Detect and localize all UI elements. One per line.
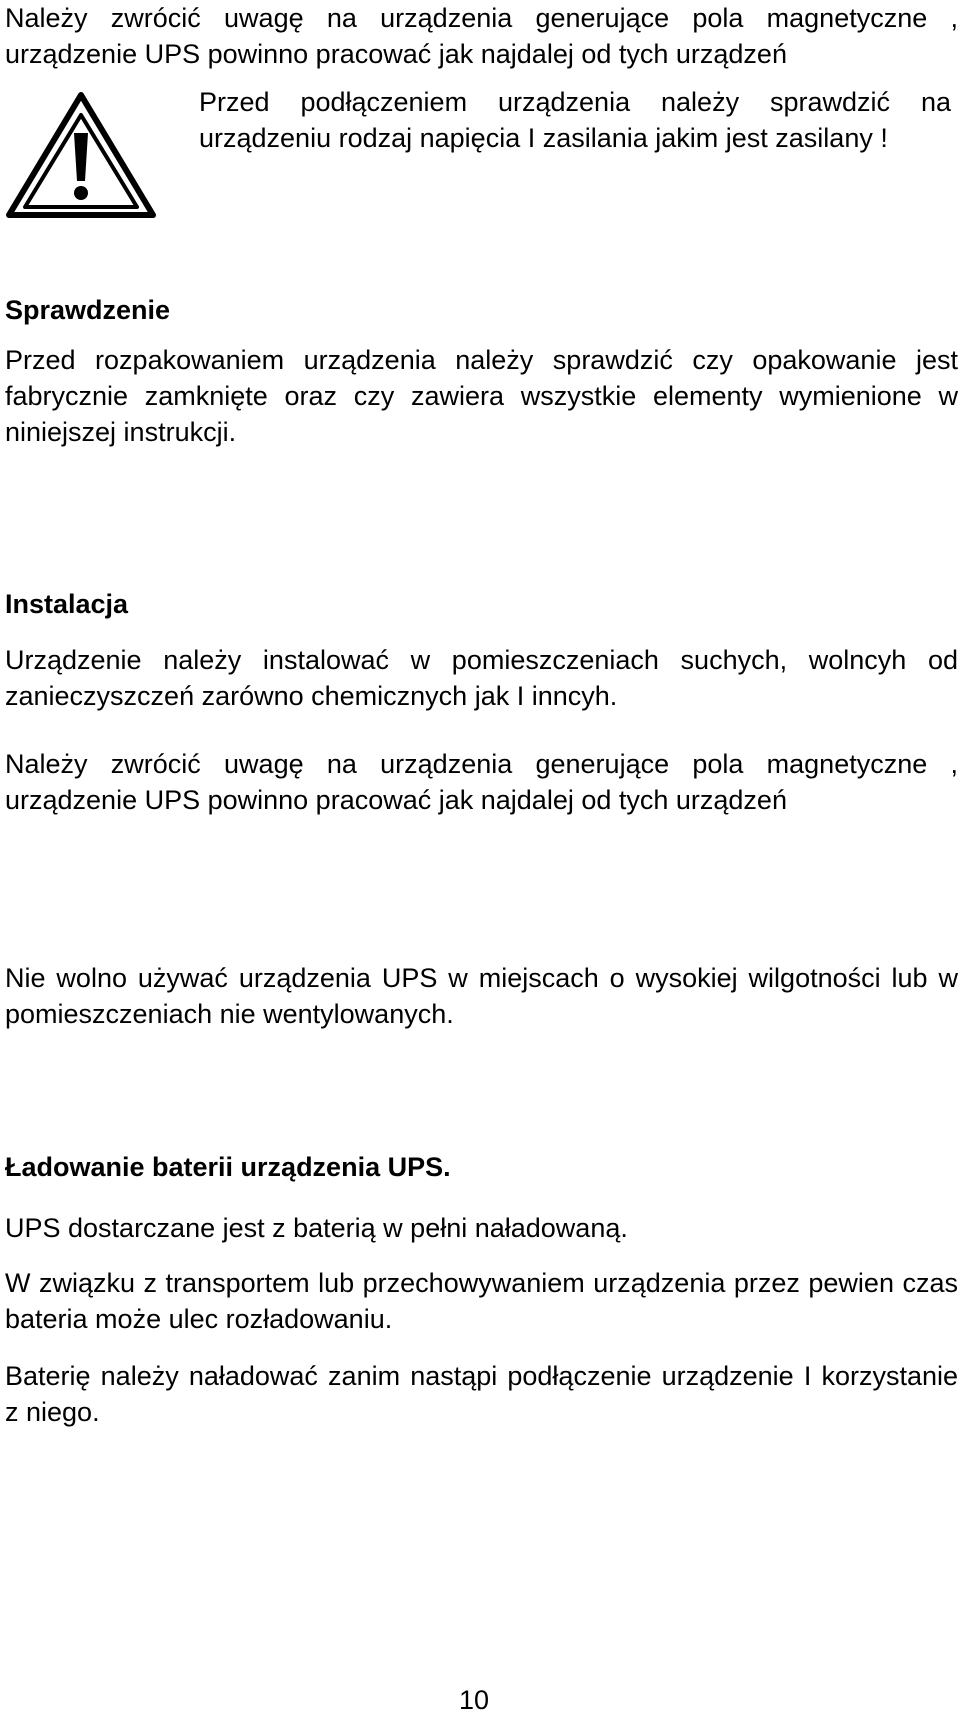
warning-triangle-icon	[5, 89, 157, 221]
install-paragraph-dry-rooms: Urządzenie należy instalować w pomieszczeniach suchych, wolncyh od zanieczyszczeń zarówno chemicznych jak I inncyh.	[5, 645, 958, 711]
page-number: 10	[459, 1685, 490, 1715]
charging-paragraph-discharge: W związku z transportem lub przechowywaniem urządzenia przez pewien czas bateria może ulec rozładowaniu.	[5, 1268, 958, 1334]
section-heading-check: Sprawdzenie	[5, 295, 171, 325]
install-paragraph-magnetic-fields: Należy zwrócić uwagę na urządzenia generujące pola magnetyczne , urządzenie UPS powinno pracować jak najdalej od tych urządzeń	[5, 749, 958, 815]
charging-paragraph-full: UPS dostarczane jest z baterią w pełni naładowaną.	[5, 1213, 628, 1243]
voltage-check-warning: Przed podłączeniem urządzenia należy sprawdzić na urządzeniu rodzaj napięcia I zasilania jakim jest zasilany !	[199, 87, 951, 153]
check-paragraph: Przed rozpakowaniem urządzenia należy sprawdzić czy opakowanie jest fabrycznie zamknięte oraz czy zawiera wszystkie elementy wymienione w niniejszej instrukcji.	[5, 345, 958, 447]
section-heading-charging: Ładowanie baterii urządzenia UPS.	[5, 1152, 451, 1182]
magnetic-field-warning-top: Należy zwrócić uwagę na urządzenia generujące pola magnetyczne , urządzenie UPS powinno pracować jak najdalej od tych urządzeń	[5, 3, 958, 69]
section-heading-install: Instalacja	[5, 589, 129, 619]
install-paragraph-humidity: Nie wolno używać urządzenia UPS w miejscach o wysokiej wilgotności lub w pomieszczeniach nie wentylowanych.	[5, 963, 958, 1029]
charging-paragraph-charge-before-use: Baterię należy naładować zanim nastąpi podłączenie urządzenie I korzystanie z niego.	[5, 1361, 958, 1427]
